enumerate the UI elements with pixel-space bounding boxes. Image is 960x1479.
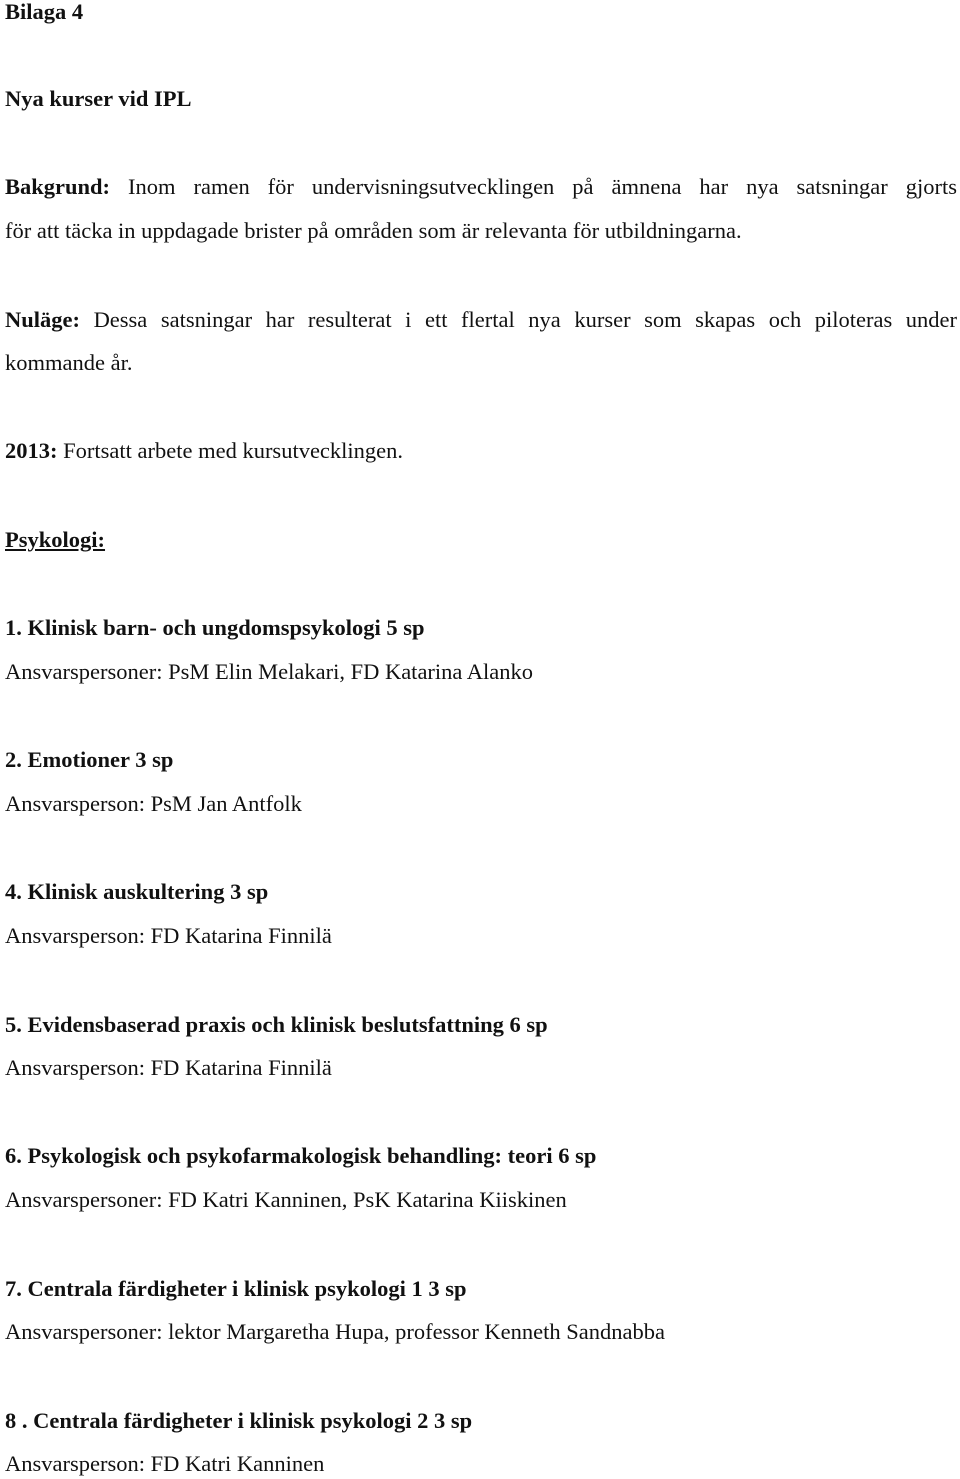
- course-responsible: Ansvarspersoner: FD Katri Kanninen, PsK Katarina Kiiskinen: [5, 1187, 567, 1212]
- document-title: Nya kurser vid IPL: [5, 86, 192, 111]
- course-title: 2. Emotioner 3 sp: [5, 747, 174, 772]
- status-paragraph-line-1: [5, 305, 957, 335]
- course-responsible: Ansvarsperson: PsM Jan Antfolk: [5, 791, 302, 816]
- section-heading-psykologi: Psykologi:: [5, 527, 106, 552]
- background-paragraph-line-2: för att täcka in uppdagade brister på områden som är relevanta för utbildningarna.: [5, 218, 742, 243]
- status-paragraph-line-2: kommande år.: [5, 350, 133, 375]
- course-title: 1. Klinisk barn- och ungdomspsykologi 5 sp: [5, 615, 425, 640]
- course-responsible: Ansvarspersoner: lektor Margaretha Hupa, professor Kenneth Sandnabba: [5, 1319, 666, 1344]
- course-title: 5. Evidensbaserad praxis och klinisk beslutsfattning 6 sp: [5, 1012, 548, 1037]
- course-responsible: Ansvarspersoner: PsM Elin Melakari, FD Katarina Alanko: [5, 659, 534, 684]
- course-title: 6. Psykologisk och psykofarmakologisk behandling: teori 6 sp: [5, 1143, 597, 1168]
- year-paragraph: [5, 436, 403, 466]
- status-text: Dessa satsningar har resulterat i ett flertal nya kurser som skapas och piloteras under: [93, 307, 958, 332]
- course-title: 4. Klinisk auskultering 3 sp: [5, 879, 269, 904]
- background-paragraph-line-1: [5, 172, 957, 202]
- appendix-label: Bilaga 4: [5, 0, 84, 24]
- course-title: 7. Centrala färdigheter i klinisk psykologi 1 3 sp: [5, 1276, 467, 1301]
- background-text: Inom ramen för undervisningsutvecklingen på ämnena har nya satsningar gjorts: [128, 174, 957, 199]
- course-responsible: Ansvarsperson: FD Katri Kanninen: [5, 1451, 325, 1476]
- course-title: 8 . Centrala färdigheter i klinisk psykologi 2 3 sp: [5, 1408, 473, 1433]
- course-responsible: Ansvarsperson: FD Katarina Finnilä: [5, 1055, 332, 1080]
- background-label: Bakgrund:: [5, 174, 111, 199]
- year-text: Fortsatt arbete med kursutvecklingen.: [63, 438, 404, 463]
- status-label: Nuläge:: [5, 307, 80, 332]
- course-responsible: Ansvarsperson: FD Katarina Finnilä: [5, 923, 332, 948]
- year-label: 2013:: [5, 438, 58, 463]
